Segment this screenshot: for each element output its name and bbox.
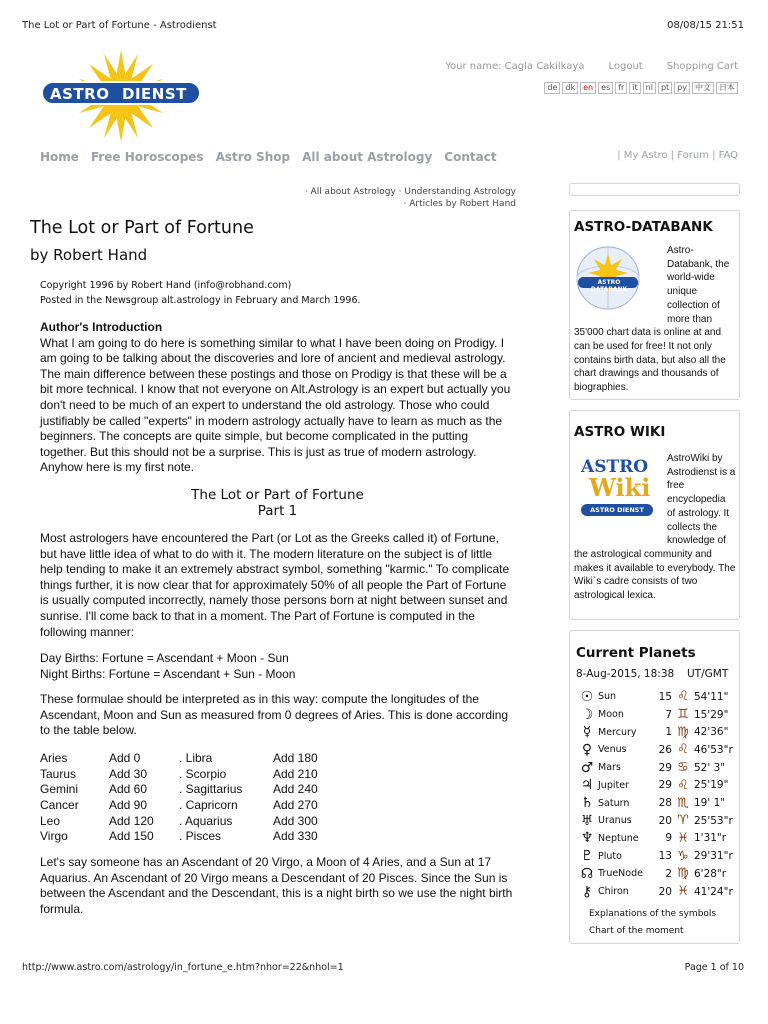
planet-symbol-icon: ♆ <box>580 830 594 847</box>
zodiac-sign-icon: ♌ <box>677 777 689 793</box>
part-title-block <box>40 487 515 519</box>
zodiac-sign-icon: ♌ <box>677 742 689 758</box>
paragraph-2: These formulae should be interpreted as in this way: compute the longitudes of the Ascendant, Moon and Sun as measured from 0 degrees of Aries. This is done according to the table below. <box>40 692 509 738</box>
planet-symbol-icon: ♄ <box>580 795 594 812</box>
table-cell: Add 210 <box>273 766 318 781</box>
table-cell: Add 330 <box>273 829 318 844</box>
paragraph-1: Most astrologers have encountered the Part (or Lot as the Greeks called it) of Fortune, but have little idea of what to do with it. The modern literature on the subject is of little help tending to make it an extremely abstract symbol, something "karmic." To complicate things further, it is now clear that for approximately 50% of all people the Part of Fortune is usually computed incorrectly, namely those persons born at night between sunset and sunrise. I'll come back to that in a moment. The Part of Fortune is computed in the following manner: <box>40 531 510 639</box>
table-cell: Cancer <box>40 797 79 812</box>
copyright-line: Copyright 1996 by Robert Hand (info@robhand.com) <box>40 280 292 291</box>
lang-es[interactable]: es <box>598 82 613 94</box>
databank-description: Astro-Databank, the world-wide unique collection of more than 35'000 chart data is online at and can be used for free! It not only contains birth data, but also all the chart drawings and thousands of biographies. <box>574 245 730 394</box>
planets-date: 8-Aug-2015, 18:38 <box>576 668 675 680</box>
logo-text-right: DIENST <box>122 85 187 103</box>
planet-name: Chiron <box>598 886 629 898</box>
planet-row-neptune <box>576 830 746 848</box>
table-cell: Virgo <box>40 829 68 844</box>
logout-link[interactable]: Logout <box>608 61 643 72</box>
planet-degree: 28 <box>658 797 672 810</box>
databank-logo-text: ASTRO DATABANK <box>590 279 628 293</box>
planet-degree: 15 <box>658 690 672 703</box>
intro-heading: Author's Introduction <box>40 320 163 334</box>
planet-symbol-icon: ♃ <box>580 777 594 794</box>
intro-section <box>40 320 515 476</box>
planet-name: Moon <box>598 709 624 721</box>
lang-nl[interactable]: nl <box>643 82 656 94</box>
zodiac-sign-icon: ♍ <box>677 866 689 882</box>
language-selector <box>544 82 738 94</box>
zodiac-sign-icon: ♋ <box>677 760 689 776</box>
article-byline: by Robert Hand <box>30 246 148 264</box>
print-datetime: 08/08/15 21:51 <box>667 20 744 31</box>
planet-degree: 29 <box>658 761 672 774</box>
table-cell: . Aquarius <box>179 813 233 828</box>
footer-url: http://www.astro.com/astrology/in_fortune_e.htm?nhor=22&nhol=1 <box>22 962 344 973</box>
planet-minutes: 1'31"r <box>694 832 727 845</box>
planets-title: Current Planets <box>576 645 696 661</box>
astrodienst-logo[interactable] <box>36 48 206 148</box>
zodiac-sign-icon: ♏ <box>677 795 689 811</box>
planet-row-mercury <box>576 723 746 741</box>
planet-minutes: 25'19" <box>694 779 729 792</box>
planet-row-sun <box>576 688 746 706</box>
lang-py[interactable]: py <box>674 82 690 94</box>
planet-degree: 29 <box>658 779 672 792</box>
table-cell: Add 30 <box>109 766 148 781</box>
shopping-cart-link[interactable]: Shopping Cart <box>666 61 738 72</box>
planet-name: Mars <box>598 762 621 774</box>
planet-name: Neptune <box>598 832 639 844</box>
table-cell: Add 180 <box>273 750 318 765</box>
planet-degree: 20 <box>658 814 672 827</box>
planet-degree: 9 <box>665 832 672 845</box>
planet-minutes: 6'28"r <box>694 867 727 880</box>
explanations-link[interactable]: Explanations of the symbols <box>589 909 717 919</box>
page-title: The Lot or Part of Fortune <box>30 218 254 238</box>
table-cell: Add 240 <box>273 782 318 797</box>
nav-contact[interactable]: Contact <box>444 150 497 164</box>
table-row <box>40 828 318 844</box>
zodiac-sign-icon: ♌ <box>677 689 689 705</box>
zodiac-sign-icon: ♍ <box>677 724 689 740</box>
planet-minutes: 42'36" <box>694 726 729 739</box>
planet-minutes: 46'53"r <box>694 743 733 756</box>
footer-page-number: Page 1 of 10 <box>684 962 744 973</box>
user-name: Your name: Cagla Cakilkaya <box>445 61 585 72</box>
table-row <box>40 797 318 813</box>
table-cell: Taurus <box>40 766 77 781</box>
planet-degree: 13 <box>658 850 672 863</box>
planet-degree: 1 <box>665 726 672 739</box>
paragraph-3: Let's say someone has an Ascendant of 20 Virgo, a Moon of 4 Aries, and a Sun at 17 Aquarius. An Ascendant of 20 Virgo means a Descendant of 20 Pisces. Since the Sun is between the Ascendant and the Descendant, this is a night birth so we use the night birth formula. <box>40 855 513 916</box>
wiki-text <box>574 452 736 603</box>
planet-minutes: 41'24"r <box>694 885 733 898</box>
lang-it[interactable]: it <box>629 82 640 94</box>
planet-name: Saturn <box>598 797 630 809</box>
wiki-logo-band: ASTRO DIENST <box>581 504 653 516</box>
planet-minutes: 52' 3" <box>694 761 726 774</box>
posted-line: Posted in the Newsgroup alt.astrology in February and March 1996. <box>40 295 361 306</box>
secondary-nav[interactable]: | My Astro | Forum | FAQ <box>617 150 738 161</box>
nav-free-horoscopes[interactable]: Free Horoscopes <box>90 150 204 164</box>
planet-degree: 2 <box>665 867 672 880</box>
planet-degree: 20 <box>658 885 672 898</box>
planet-row-truenode <box>576 865 746 883</box>
planet-minutes: 15'29" <box>694 708 729 721</box>
planet-row-mars <box>576 759 746 777</box>
planet-minutes: 25'53"r <box>694 814 733 827</box>
planet-name: Jupiter <box>598 779 629 791</box>
user-bar <box>445 61 738 72</box>
databank-text <box>574 244 736 395</box>
nav-astro-shop[interactable]: Astro Shop <box>215 150 291 164</box>
wiki-description: AstroWiki by Astrodienst is a free encyclopedia of astrology. It collects the knowledge of the astrological community and makes it available to everybody. The Wiki`s cadre consists of two astrological lexica. <box>574 453 736 602</box>
table-cell: Add 120 <box>109 813 154 828</box>
wiki-logo-mid: Wiki <box>589 473 651 502</box>
planet-row-chiron <box>576 883 746 901</box>
article-meta <box>40 278 361 308</box>
zodiac-sign-icon: ♓ <box>677 830 689 846</box>
zodiac-sign-icon: ♑ <box>677 848 689 864</box>
wiki-box <box>569 410 740 620</box>
zodiac-sign-icon: ♈ <box>677 813 689 829</box>
table-cell: Add 90 <box>109 797 148 812</box>
planet-minutes: 54'11" <box>694 690 729 703</box>
planet-row-jupiter <box>576 777 746 795</box>
planet-name: TrueNode <box>598 868 643 880</box>
planet-row-saturn <box>576 794 746 812</box>
logo-text-left: ASTRO <box>50 85 110 103</box>
part-subtitle: Part 1 <box>257 503 298 519</box>
sign-table <box>40 750 318 844</box>
planets-timezone: UT/GMT <box>687 668 729 680</box>
planet-symbol-icon: ☉ <box>580 688 594 705</box>
breadcrumb-line-2[interactable]: · Articles by Robert Hand <box>403 199 516 209</box>
formula-block <box>40 651 515 682</box>
planet-name: Mercury <box>598 726 637 738</box>
table-cell: . Capricorn <box>179 797 238 812</box>
table-cell: Add 60 <box>109 782 148 797</box>
planet-symbol-icon: ☊ <box>580 865 594 882</box>
part-title: The Lot or Part of Fortune <box>191 487 364 503</box>
wiki-logo-top: ASTRO <box>581 457 649 477</box>
wiki-title: ASTRO WIKI <box>574 424 666 440</box>
breadcrumb-line-1[interactable]: · All about Astrology · Understanding Astrology <box>304 187 516 197</box>
lang-pt[interactable]: pt <box>658 82 672 94</box>
table-cell: Add 270 <box>273 797 318 812</box>
planet-row-pluto <box>576 847 746 865</box>
table-cell: Gemini <box>40 782 79 797</box>
table-row <box>40 813 318 829</box>
planet-degree: 26 <box>658 743 672 756</box>
planet-row-venus <box>576 741 746 759</box>
databank-title: ASTRO-DATABANK <box>574 219 713 235</box>
table-row <box>40 766 318 782</box>
table-cell: Add 0 <box>109 750 141 765</box>
day-formula: Day Births: Fortune = Ascendant + Moon - Sun <box>40 651 289 665</box>
lang-zh[interactable]: 中文 <box>692 82 714 94</box>
main-nav <box>40 150 497 164</box>
planet-symbol-icon: ☽ <box>580 706 594 723</box>
planet-name: Uranus <box>598 815 632 827</box>
table-row <box>40 781 318 797</box>
lang-dk[interactable]: dk <box>562 82 578 94</box>
breadcrumb <box>305 186 516 210</box>
table-cell: Add 150 <box>109 829 154 844</box>
nav-home[interactable]: Home <box>40 150 79 164</box>
planet-symbol-icon: ♅ <box>580 812 594 829</box>
zodiac-sign-icon: ♓ <box>677 884 689 900</box>
planet-symbol-icon: ♇ <box>580 848 594 865</box>
table-cell: Aries <box>40 750 68 765</box>
lang-fr[interactable]: fr <box>615 82 627 94</box>
table-row <box>40 750 318 766</box>
print-page-title: The Lot or Part of Fortune - Astrodienst <box>22 20 217 31</box>
intro-paragraph: What I am going to do here is something similar to what I have been doing on Prodigy. I am going to be talking about the discoveries and lore of ancient and medieval astrology. The main difference between these postings and those on Prodigy is that these will be a bit more technical. I know that not everyone on Alt.Astrology is an expert but actually you don't need to be much of an expert to understand the old astrology. Those who could justifiably be called "experts" in modern astrology actually have to learn as much as the beginners. The concepts are quite simple, but become complicated in the putting together. But this should not be a surprise. This is just as true of modern astrology. Anyhow here is my first note. <box>40 335 511 475</box>
table-cell: . Pisces <box>179 829 222 844</box>
lang-ja[interactable]: 日本 <box>716 82 738 94</box>
nav-all-about-astrology[interactable]: All about Astrology <box>302 150 433 164</box>
planet-symbol-icon: ♀ <box>581 741 593 758</box>
planet-minutes: 29'31"r <box>694 850 733 863</box>
planet-degree: 7 <box>665 708 672 721</box>
table-cell: . Sagittarius <box>179 782 243 797</box>
planet-name: Venus <box>598 744 627 756</box>
table-cell: . Scorpio <box>179 766 227 781</box>
planet-row-uranus <box>576 812 746 830</box>
night-formula: Night Births: Fortune = Ascendant + Sun - Moon <box>40 666 296 681</box>
table-cell: . Libra <box>179 750 213 765</box>
planet-symbol-icon: ♂ <box>580 759 594 776</box>
chart-of-moment-link[interactable]: Chart of the moment <box>589 926 684 936</box>
table-cell: Leo <box>40 813 61 828</box>
planet-symbol-icon: ☿ <box>582 724 592 741</box>
planet-row-moon <box>576 706 746 724</box>
planet-symbol-icon: ⚷ <box>581 883 593 900</box>
planet-minutes: 19' 1" <box>694 797 726 810</box>
zodiac-sign-icon: ♊ <box>677 707 689 723</box>
databank-box <box>569 210 740 400</box>
sidebar-top-box <box>569 183 740 196</box>
planet-name: Sun <box>598 691 617 703</box>
table-cell: Add 300 <box>273 813 318 828</box>
lang-en[interactable]: en <box>580 82 596 94</box>
lang-de[interactable]: de <box>544 82 560 94</box>
planet-name: Pluto <box>598 850 622 862</box>
